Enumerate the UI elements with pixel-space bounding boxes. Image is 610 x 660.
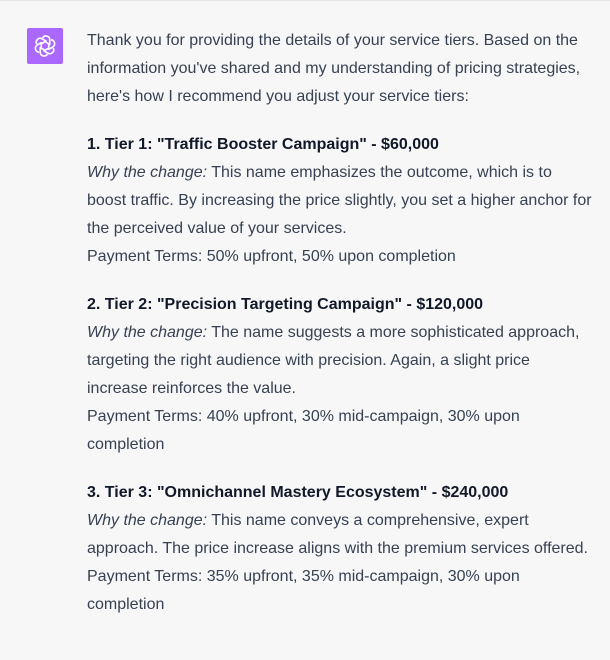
- why-label: Why the change:: [87, 512, 208, 529]
- payment-terms: Payment Terms: 35% upfront, 35% mid-campaign, 30% upon completion: [87, 568, 520, 613]
- message-content: [87, 27, 592, 639]
- why-text: The name suggests a more sophisticated approach, targeting the right audience with precision. Again, a slight price increase reinforces the value.: [87, 324, 580, 397]
- tier-block: [87, 291, 592, 459]
- why-label: Why the change:: [87, 324, 208, 341]
- why-text: This name emphasizes the outcome, which is to boost traffic. By increasing the price slightly, you set a higher anchor for the perceived value of your services.: [87, 164, 592, 237]
- why-text: This name conveys a comprehensive, expert approach. The price increase aligns with the premium services offered.: [87, 512, 588, 557]
- tier-title: 2. Tier 2: "Precision Targeting Campaign" - $120,000: [87, 296, 484, 313]
- tier-block: [87, 131, 592, 271]
- why-label: Why the change:: [87, 164, 208, 181]
- tier-block: [87, 479, 592, 619]
- tier-rationale: [87, 507, 592, 563]
- intro-paragraph: Thank you for providing the details of your service tiers. Based on the information you've shared and my understanding of pricing strategies, here's how I recommend you adjust your service tiers:: [87, 32, 581, 105]
- tier-title: 3. Tier 3: "Omnichannel Mastery Ecosystem" - $240,000: [87, 484, 509, 501]
- assistant-avatar: [27, 28, 63, 64]
- openai-logo-icon: [32, 33, 58, 59]
- tier-rationale: [87, 159, 592, 243]
- payment-terms: Payment Terms: 50% upfront, 50% upon completion: [87, 248, 456, 265]
- tier-title: 1. Tier 1: "Traffic Booster Campaign" - $60,000: [87, 136, 439, 153]
- payment-terms: Payment Terms: 40% upfront, 30% mid-campaign, 30% upon completion: [87, 408, 520, 453]
- tier-rationale: [87, 319, 592, 403]
